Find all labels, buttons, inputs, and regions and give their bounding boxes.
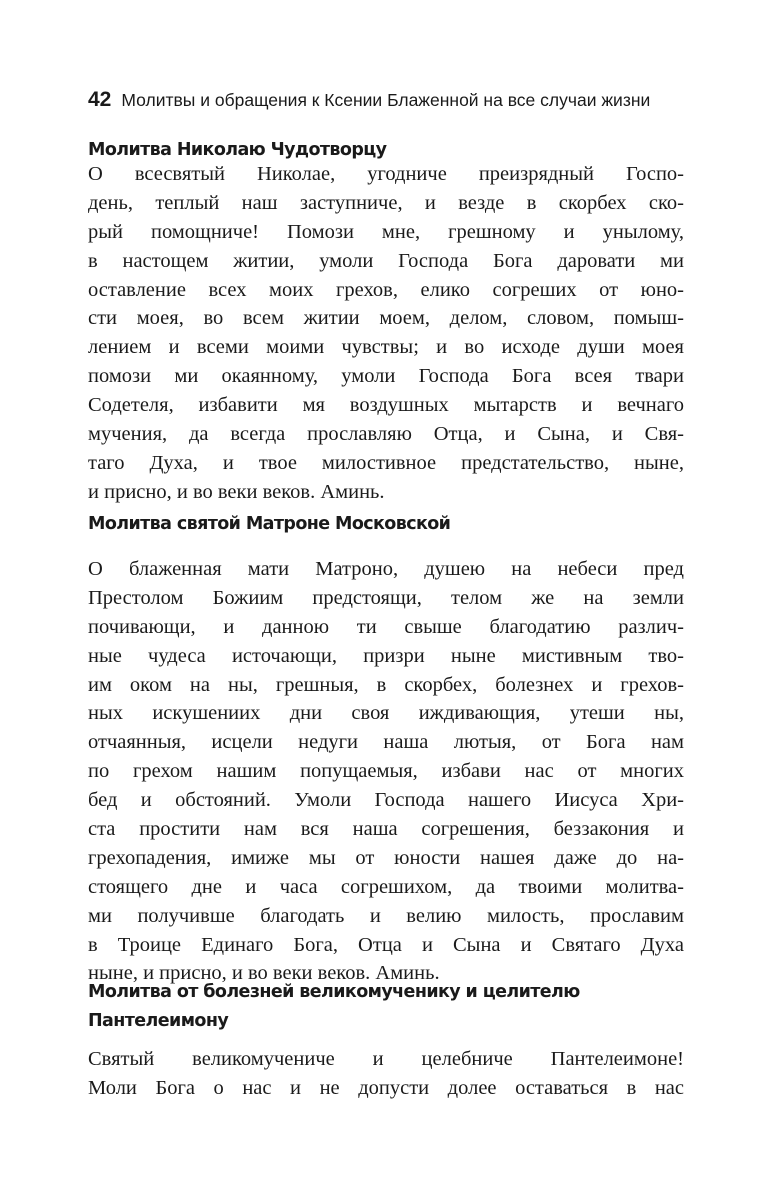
- text-line: О блаженная мати Матроно, душею на небеси пред: [88, 558, 684, 580]
- text-line: сти моея, во всем житии моем, делом, словом, помыш-: [88, 307, 684, 330]
- text-line: ные чудеса источающи, призри ныне мистивным тво-: [88, 644, 684, 667]
- text-line: стоящего дне и часа согрешихом, да твоими молитва-: [88, 875, 684, 898]
- text-line: в настощем житии, умоли Господа Бога даровати ми: [88, 249, 684, 272]
- section-title-matrona: Молитва святой Матроне Московской: [88, 514, 451, 534]
- text-line: день, теплый наш заступниче, и везде в скорбех ско-: [88, 191, 684, 214]
- section-title-line: Молитва от болезней великомученику и целителю: [88, 982, 580, 1002]
- text-line: ми получивше благодать и велию милость, прославим: [88, 904, 684, 927]
- text-line: ста простити нам вся наша согрешения, беззакония и: [88, 818, 684, 841]
- text-line: грехопадения, имиже мы от юности нашея даже до на-: [88, 846, 684, 869]
- text-line: и присно, и во веки веков. Аминь.: [88, 480, 385, 503]
- running-title: Молитвы и обращения к Ксении Блаженной на все случаи жизни: [121, 90, 651, 110]
- section-title-line: Пантелеимону: [88, 1011, 229, 1031]
- text-line: мучения, да всегда прославляю Отца, и Сына, и Свя-: [88, 423, 684, 446]
- text-line: таго Духа, и твое милостивное предстательство, ныне,: [88, 451, 684, 474]
- text-line: ныне, и присно, и во веки веков. Аминь.: [88, 962, 440, 985]
- text-line: лением и всеми моими чувствы; и во исходе души моея: [88, 336, 684, 359]
- text-line: ных искушениих дни своя иждивающия, утеши ны,: [88, 702, 684, 725]
- text-line: О всесвятый Николае, угодниче преизрядный Госпо-: [88, 163, 684, 185]
- page-number: 42: [88, 88, 112, 111]
- text-line: по грехом нашим попущаемыя, избави нас от многих: [88, 760, 684, 783]
- section-title-nicholas: Молитва Николаю Чудотворцу: [88, 140, 387, 160]
- text-line: рый помощниче! Помози мне, грешному и унылому,: [88, 220, 684, 243]
- prayer-text-nicholas: [88, 160, 684, 507]
- prayer-text-matrona: [88, 555, 684, 988]
- text-line: в Троице Единаго Бога, Отца и Сына и Святаго Духа: [88, 933, 684, 956]
- text-line: почивающи, и данною ти свыше благодатию различ-: [88, 615, 684, 638]
- text-line: бед и обстояний. Умоли Господа нашего Иисуса Хри-: [88, 789, 684, 812]
- text-line: Престолом Божиим предстоящи, телом же на земли: [88, 586, 684, 609]
- text-line: отчаянныя, исцели недуги наша лютыя, от Бога нам: [88, 731, 684, 754]
- text-line: оставление всех моих грехов, елико согреших от юно-: [88, 278, 684, 301]
- text-line: помози ми окаянному, умоли Господа Бога всея твари: [88, 365, 684, 388]
- text-line: Моли Бога о нас и не допусти долее оставаться в нас: [88, 1076, 684, 1099]
- prayer-text-panteleimon: [88, 1045, 684, 1103]
- text-line: Святый великомучениче и целебниче Пантелеимоне!: [88, 1048, 684, 1070]
- text-line: Содетеля, избавити мя воздушных мытарств и вечнаго: [88, 394, 684, 417]
- text-line: им оком на ны, грешныя, в скорбех, болезнех и грехов-: [88, 673, 684, 696]
- running-header: [88, 88, 688, 112]
- section-title-panteleimon: [88, 978, 688, 1036]
